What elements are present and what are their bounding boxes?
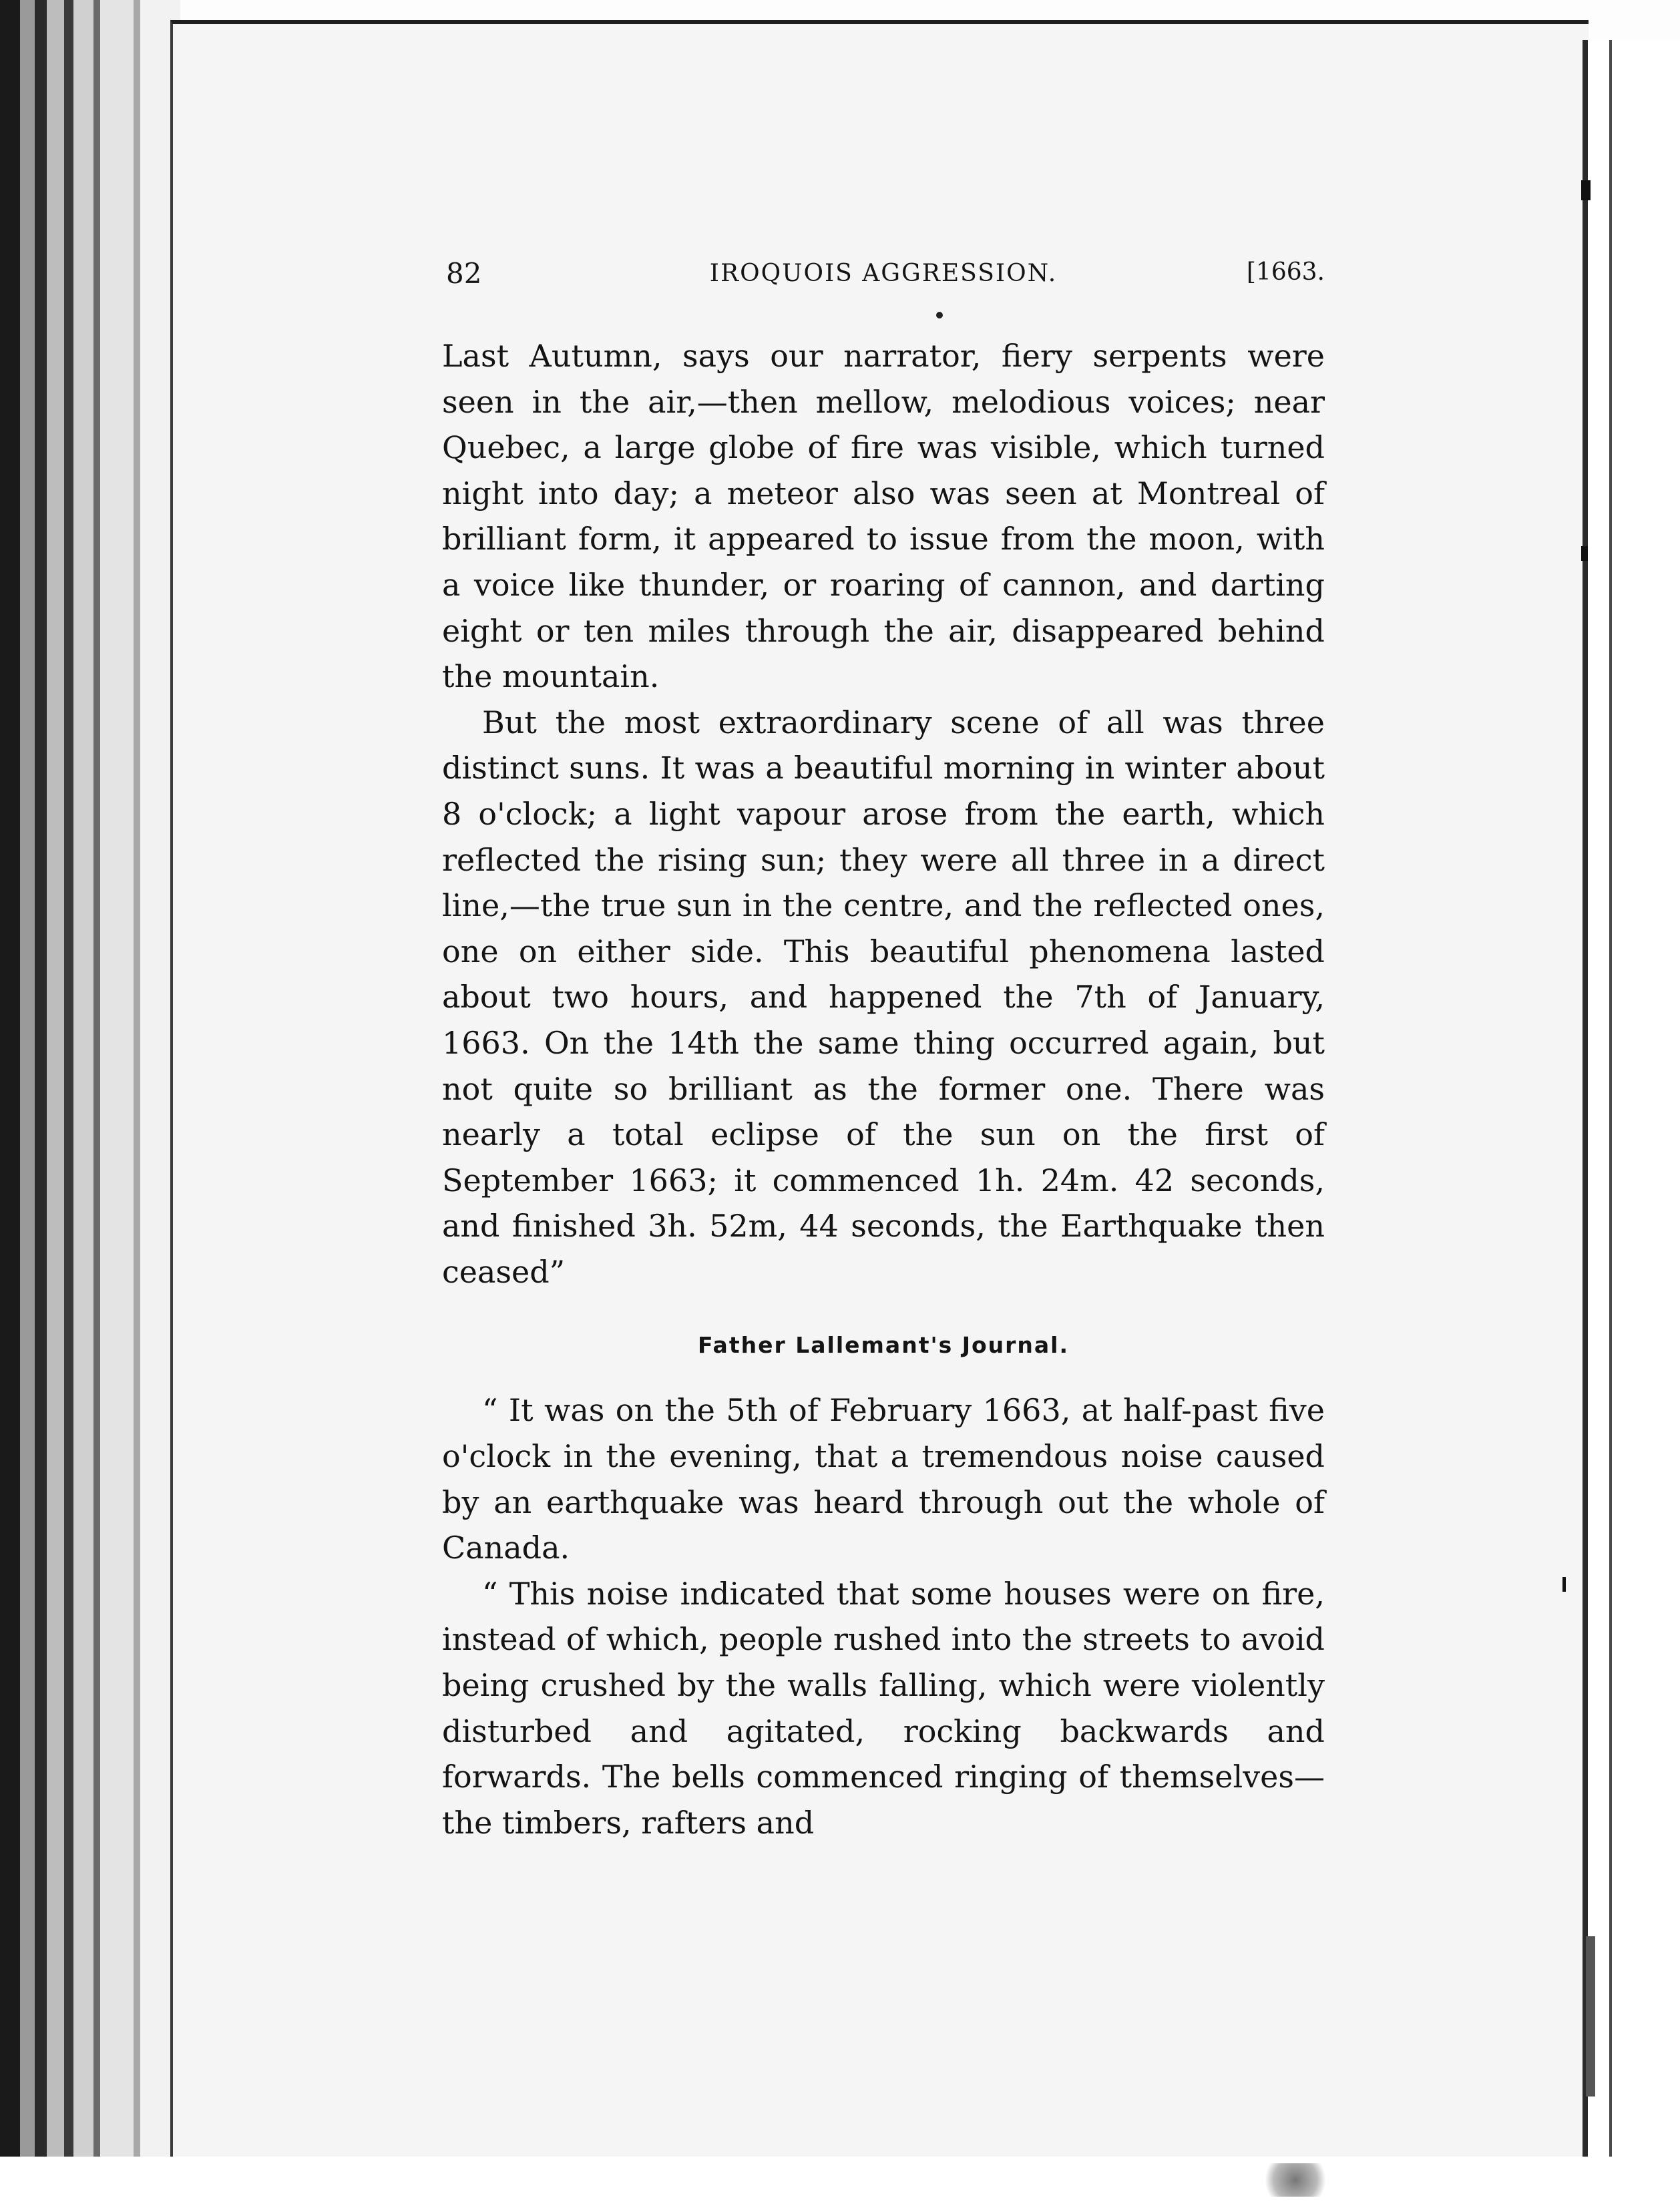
section-heading: Father Lallemant's Journal. (697, 1332, 1070, 1359)
ink-blot (1255, 2163, 1335, 2197)
right-page-edge (1583, 40, 1680, 2206)
edge-mark (1581, 546, 1588, 561)
running-title: IROQUOIS AGGRESSION. (709, 260, 1058, 287)
right-edge-shadow (1586, 1936, 1595, 2097)
edge-mark (1562, 1577, 1566, 1592)
ink-dot (936, 312, 943, 318)
paragraph: But the most extraordinary scene of all was three distinct suns. It was a beautiful morning in winter about 8 o'clock; a light vapour arose from the earth, which reflected the rising sun; they were all three in a direct line,—the true sun in the centre, and the reflected ones, one on either side. This beautiful phenomena lasted about two hours, and happened the 7th of January, 1663. On the 14th the same thing occurred again, but not quite so brilliant as the former one. There was nearly a total eclipse of the sun on the first of September 1663; it commenced 1h. 24m. 42 seconds, and finished 3h. 52m, 44 seconds, the Earthquake then ceased” (442, 704, 1325, 1290)
bottom-margin (0, 2157, 1680, 2206)
running-year: [1663. (1246, 258, 1325, 286)
text-block (442, 257, 1325, 1845)
running-head (442, 257, 1325, 304)
page-number: 82 (446, 257, 482, 290)
book-binding (0, 0, 180, 2206)
paragraph: “ It was on the 5th of February 1663, at half-past five o'clock in the evening, that a tremendous noise caused by an earthquake was heard through out the whole of Canada. (442, 1392, 1325, 1566)
paragraph: Last Autumn, says our narrator, fiery serpents were seen in the air,—then mellow, melodious voices; near Quebec, a large globe of fire was visible, which turned night into day; a meteor also was seen at Montreal of brilliant form, it appeared to issue from the moon, with a voice like thunder, or roaring of cannon, and darting eight or ten miles through the air, disappeared behind the mountain. (442, 338, 1325, 695)
paragraph: “ This noise indicated that some houses were on fire, instead of which, people rushed into the streets to avoid being crushed by the walls falling, which were violently disturbed and agitated, rocking backwards and forwards. The bells commenced ringing of themselves—the timbers, rafters and (442, 1575, 1325, 1841)
edge-mark (1581, 180, 1591, 200)
